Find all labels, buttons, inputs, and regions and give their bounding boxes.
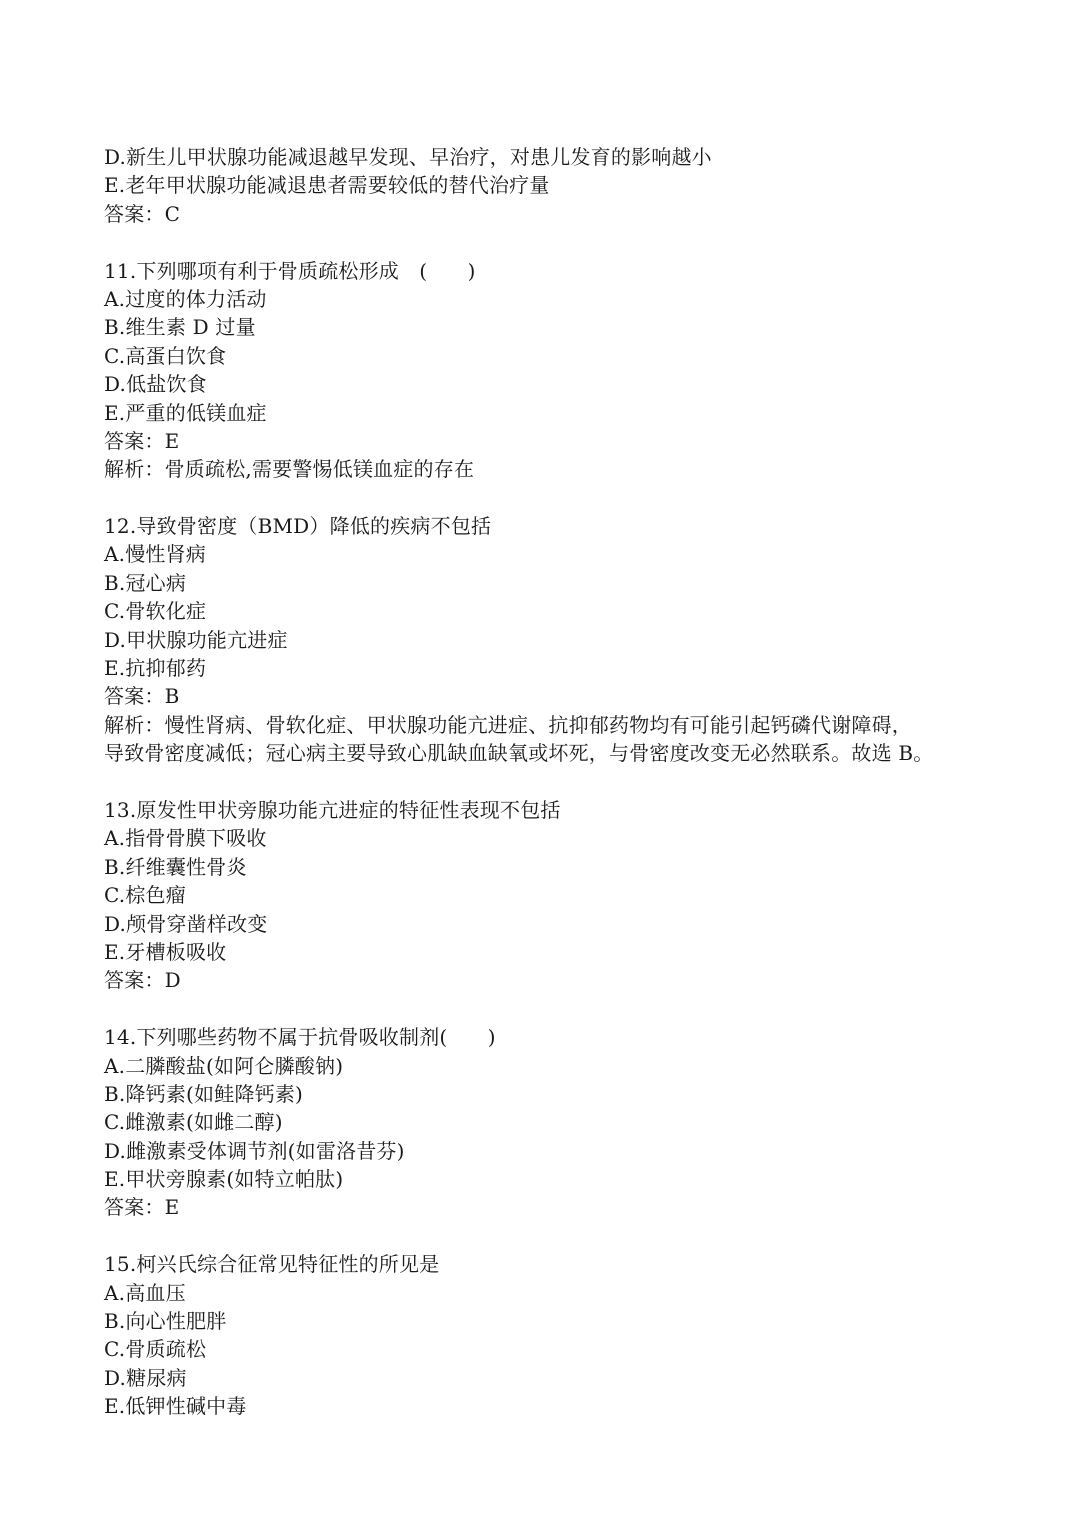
option-c: C.棕色瘤 — [104, 883, 186, 908]
option-a: A.指骨骨膜下吸收 — [104, 826, 267, 851]
option-b: B.冠心病 — [104, 570, 187, 595]
option-e: E.甲状旁腺素(如特立帕肽) — [104, 1167, 344, 1192]
option-e: E.牙槽板吸收 — [104, 939, 227, 964]
option-d: D.糖尿病 — [104, 1365, 187, 1390]
option-b: B.向心性肥胖 — [104, 1309, 227, 1334]
answer: 答案：B — [104, 684, 180, 709]
question-14 — [104, 1023, 1044, 1222]
answer: 答案：E — [104, 1195, 180, 1220]
answer: 答案：D — [104, 968, 181, 993]
option-a: A.二膦酸盐(如阿仑膦酸钠) — [104, 1053, 344, 1078]
option-d: D.雌激素受体调节剂(如雷洛昔芬) — [104, 1138, 405, 1163]
option-e: E.老年甲状腺功能减退患者需要较低的替代治疗量 — [104, 173, 550, 198]
option-a: A.慢性肾病 — [104, 542, 207, 567]
question-stem: 11.下列哪项有利于骨质疏松形成 ( ) — [104, 258, 476, 283]
answer: 答案：E — [104, 428, 180, 453]
question-12 — [104, 512, 1044, 768]
question-13 — [104, 796, 1044, 995]
option-b: B.纤维囊性骨炎 — [104, 854, 247, 879]
option-c: C.高蛋白饮食 — [104, 343, 227, 368]
question-stem: 13.原发性甲状旁腺功能亢进症的特征性表现不包括 — [104, 797, 561, 822]
option-c: C.骨质疏松 — [104, 1337, 207, 1362]
option-e: E.低钾性碱中毒 — [104, 1394, 247, 1419]
option-c: C.雌激素(如雌二醇) — [104, 1110, 283, 1135]
option-c: C.骨软化症 — [104, 599, 207, 624]
option-d: D.甲状腺功能亢进症 — [104, 627, 288, 652]
option-d: D.新生儿甲状腺功能减退越早发现、早治疗，对患儿发育的影响越小 — [104, 145, 712, 169]
answer: 答案：C — [104, 201, 181, 226]
option-a: A.过度的体力活动 — [104, 286, 267, 311]
question-stem: 14.下列哪些药物不属于抗骨吸收制剂( ) — [104, 1025, 496, 1050]
question-11 — [104, 257, 1044, 484]
question-stem: 15.柯兴氏综合征常见特征性的所见是 — [104, 1252, 440, 1277]
option-b: B.降钙素(如鲑降钙素) — [104, 1081, 304, 1106]
option-e: E.抗抑郁药 — [104, 656, 207, 681]
option-b: B.维生素 D 过量 — [104, 315, 256, 340]
question-15 — [104, 1250, 1044, 1420]
question-stem: 12.导致骨密度（BMD）降低的疾病不包括 — [104, 514, 492, 539]
analysis-line-2: 导致骨密度减低；冠心病主要导致心肌缺血缺氧或坏死，与骨密度改变无必然联系。故选 B。 — [104, 741, 934, 766]
option-d: D.低盐饮食 — [104, 372, 207, 397]
option-d: D.颅骨穿凿样改变 — [104, 911, 268, 936]
analysis: 解析：骨质疏松,需要警惕低镁血症的存在 — [104, 457, 475, 482]
prev-question — [104, 143, 1044, 228]
analysis-line-1: 解析：慢性肾病、骨软化症、甲状腺功能亢进症、抗抑郁药物均有可能引起钙磷代谢障碍， — [104, 712, 912, 737]
document-page — [104, 143, 1044, 1421]
option-a: A.高血压 — [104, 1280, 186, 1305]
option-e: E.严重的低镁血症 — [104, 400, 267, 425]
